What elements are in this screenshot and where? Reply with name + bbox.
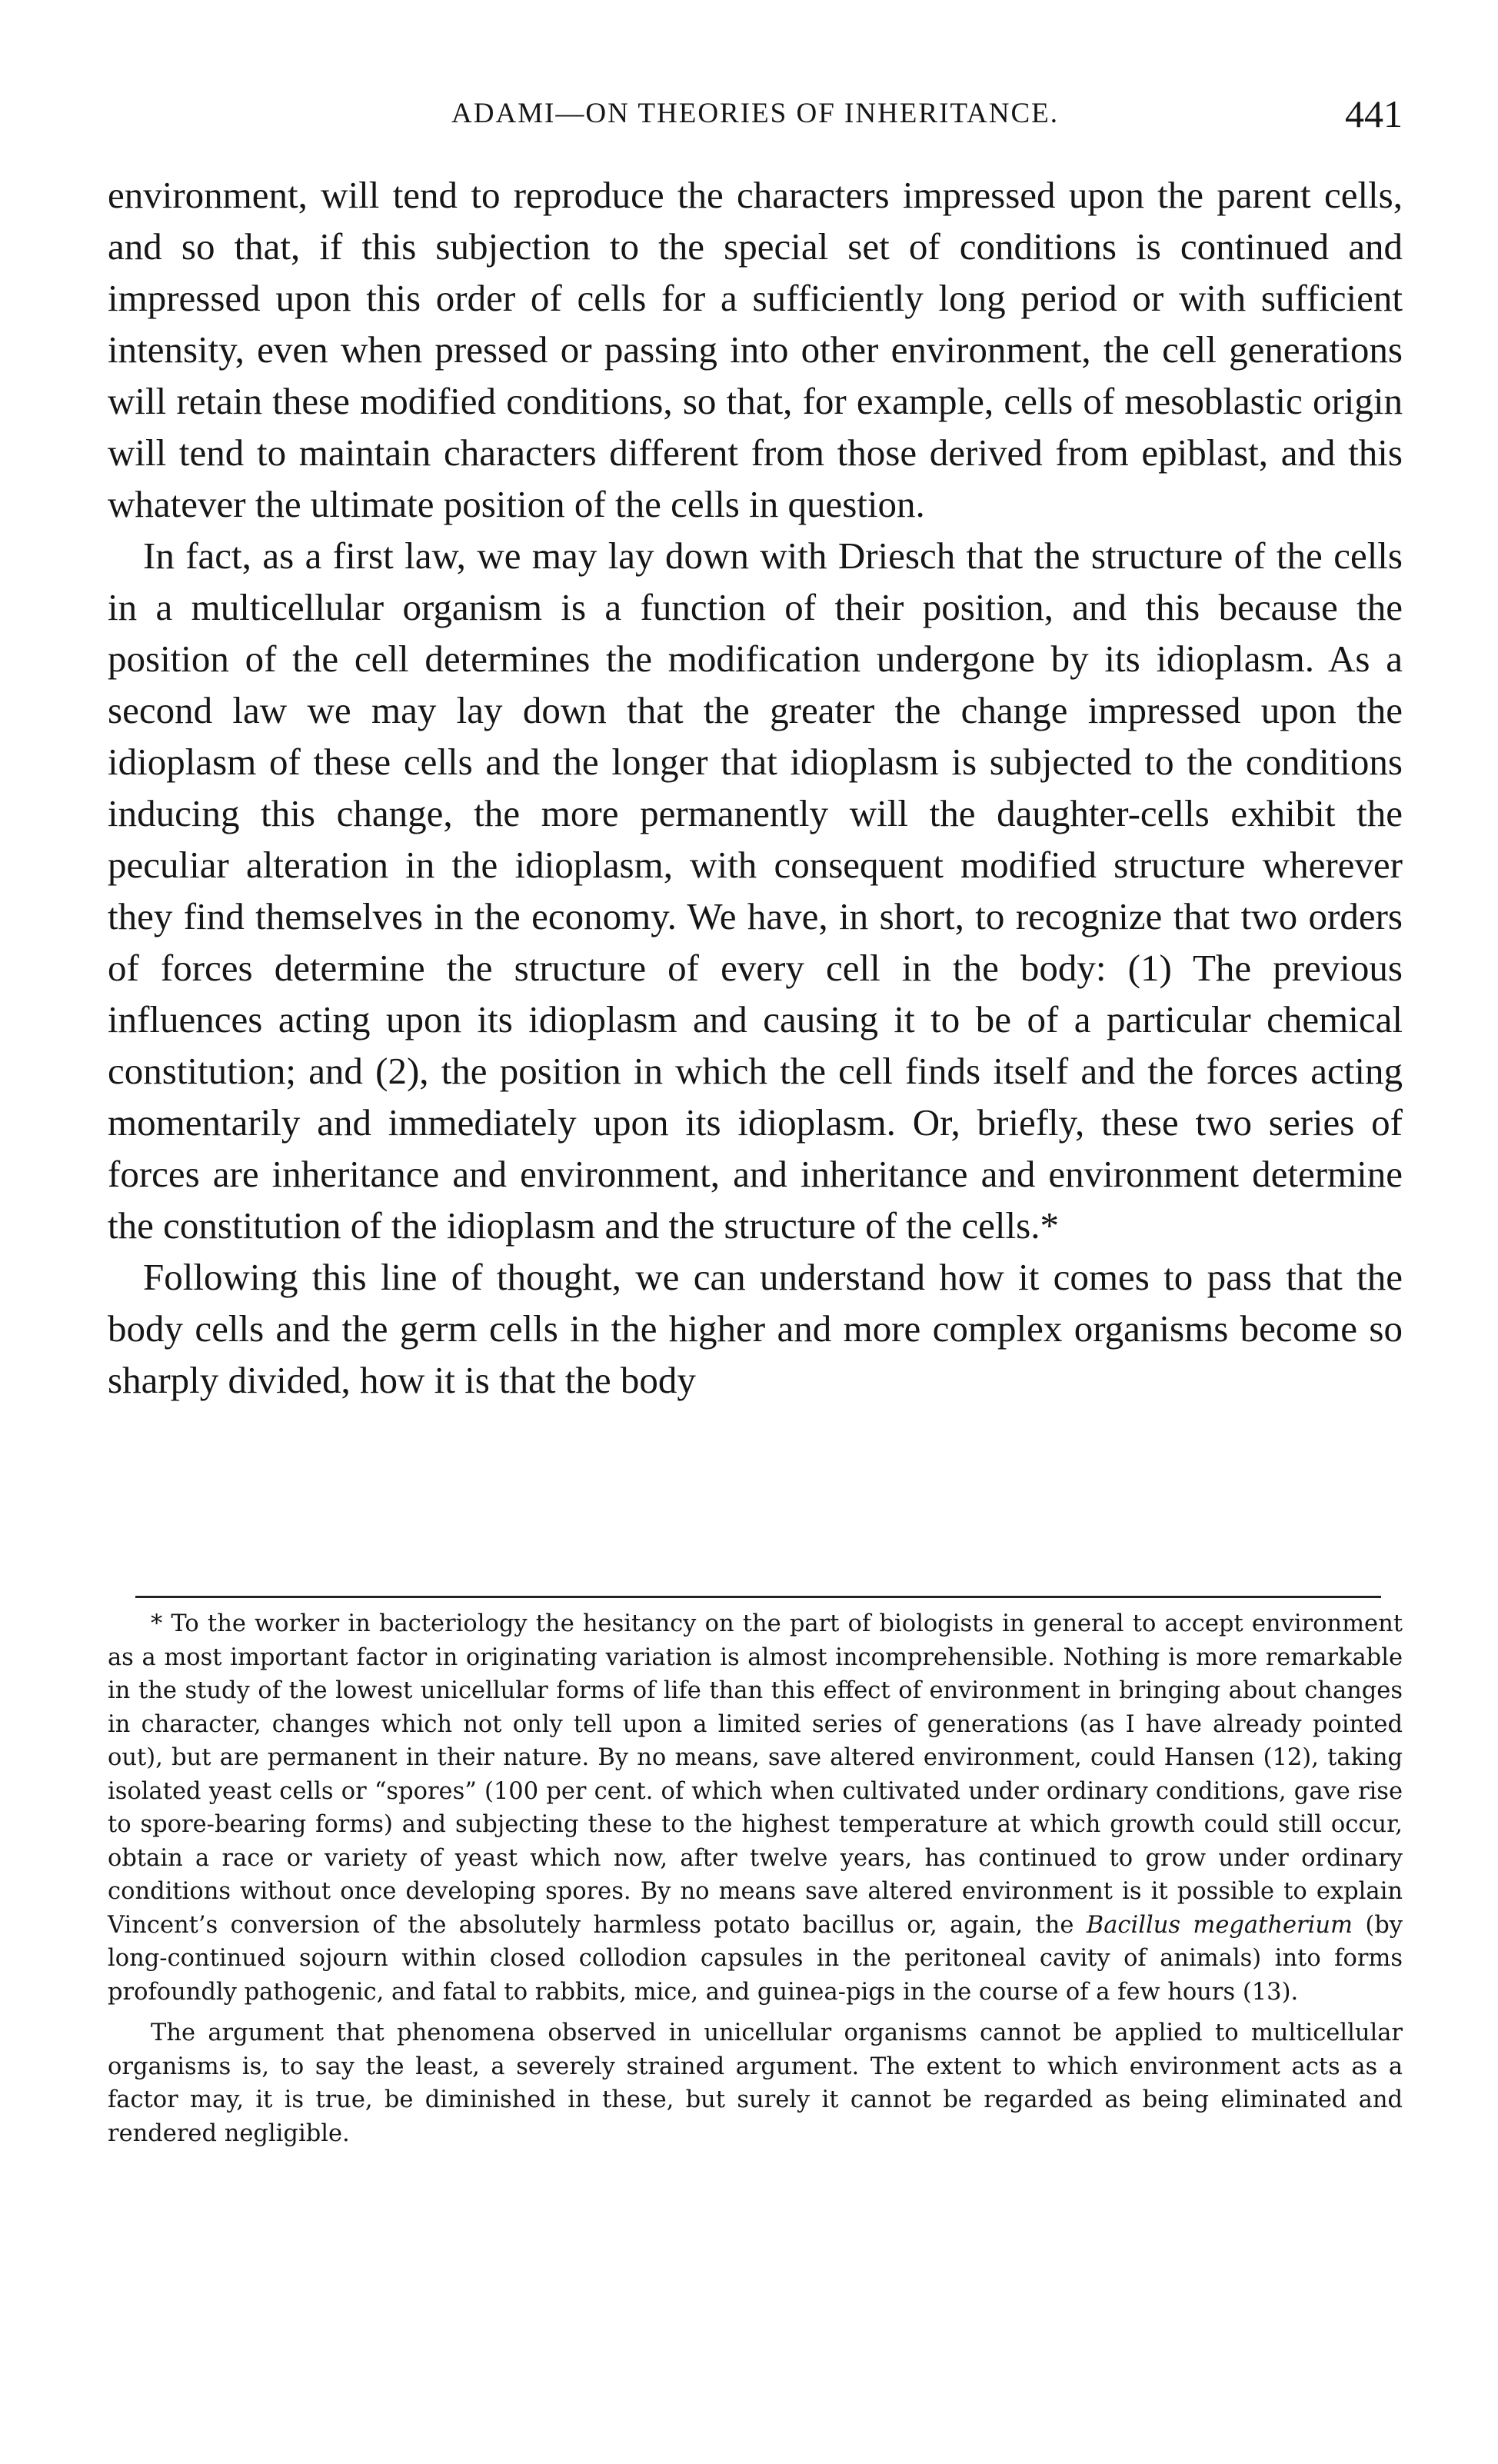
running-head xyxy=(108,91,1403,137)
main-text xyxy=(108,169,1403,1406)
footnote-1-text-a: * To the worker in bacteriology the hesitancy on the part of biologists in general to accept environment as a most important factor in originating variation is almost incomprehensible. Nothing is more remarkable in the study of the lowest unicellular forms of life than this effect of environment in bringing about changes in character, changes which not only tell upon a limited series of generations (as I have already pointed out), but are permanent in their nature. By no means, save altered environment, could Hansen (12), taking isolated yeast cells or “spores” (100 per cent. of which when cultivated under ordinary conditions, gave rise to spore-bearing forms) and subjecting these to the highest temperature at which growth could still occur, obtain a race or variety of yeast which now, after twelve years, has continued to grow under ordinary conditions without once developing spores. By no means save altered environment is it possible to explain Vincent’s conversion of the absolutely harmless potato bacillus or, again, the xyxy=(108,1610,1403,1939)
footnote-rule xyxy=(135,1596,1381,1598)
paragraph-1: environment, will tend to reproduce the characters impressed upon the parent cells, and so that, if this subjection to the special set of conditions is continued and impressed upon this order of cells for a sufficiently long period or with sufficient intensity, even when pressed or passing into other environment, the cell generations will retain these modified conditions, so that, for example, cells of mesoblastic origin will tend to maintain characters different from those derived from epiblast, and this whatever the ultimate position of the cells in question. xyxy=(108,174,1403,525)
footnotes xyxy=(108,1607,1403,2150)
footnote-2: The argument that phenomena observed in unicellular organisms cannot be applied to multicellular organisms is, to say the least, a severely strained argument. The extent to which environment acts as a factor may, it is true, be diminished in these, but surely it cannot be regarded as being eliminated and rendered negligible. xyxy=(108,2019,1403,2147)
page-number: 441 xyxy=(1345,92,1403,135)
paragraph-2: In fact, as a first law, we may lay down with Driesch that the structure of the cells in a multicellular organism is a function of their position, and this because the position of the cell determines the modification undergone by its idioplasm. As a second law we may lay down that the greater the change impressed upon the idioplasm of these cells and the longer that idioplasm is subjected to the conditions inducing this change, the more permanently will the daughter-cells exhibit the peculiar alteration in the idioplasm, with consequent modified structure wherever they find themselves in the economy. We have, in short, to recognize that two orders of forces determine the structure of every cell in the body: (1) The previous influences acting upon its idioplasm and causing it to be of a particular chemical constitution; and (2), the position in which the cell finds itself and the forces acting momentarily and immediately upon its idioplasm. Or, briefly, these two series of forces are inheritance and environment, and inheritance and environment determine the constitution of the idioplasm and the structure of the cells.* xyxy=(108,534,1403,1247)
footnote-1-text-b: (by long-continued sojourn within closed collodion capsules in the peritoneal cavity of animals) into forms profoundly pathogenic, and fatal to rabbits, mice, and guinea-pigs in the course of a few hours (13). xyxy=(108,1911,1403,2006)
footnote-1 xyxy=(108,1607,1403,2009)
running-title: ADAMI—ON THEORIES OF INHERITANCE. xyxy=(451,98,1059,129)
footnote-1-species: Bacillus megatherium xyxy=(1086,1911,1353,1939)
paragraph-3: Following this line of thought, we can understand how it comes to pass that the body cells and the germ cells in the higher and more complex organisms become so sharply divided, how it is that the body xyxy=(108,1256,1403,1401)
